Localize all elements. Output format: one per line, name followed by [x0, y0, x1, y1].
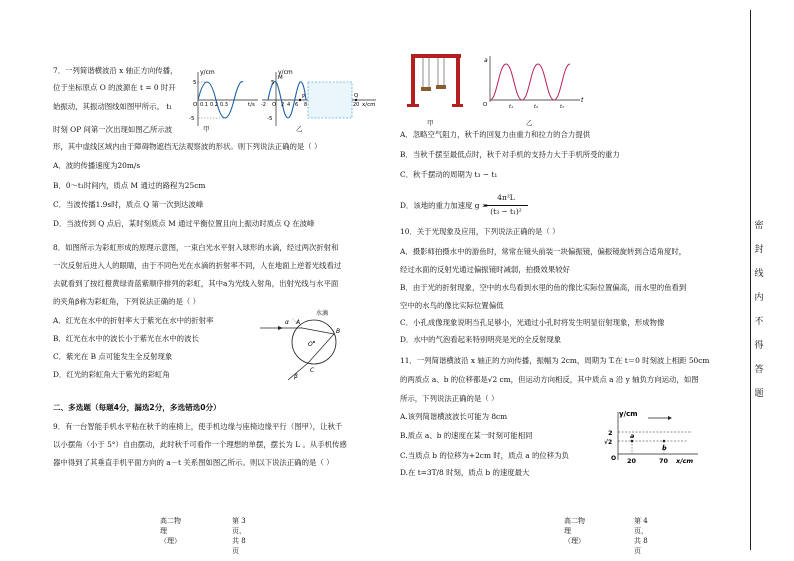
q11-fig-y2: 2 [608, 429, 613, 437]
q9-graph-tick-2: t₂ [534, 104, 538, 110]
q8-fig-b: B [336, 328, 341, 335]
q9-graph-tick-3: t₃ [560, 104, 564, 110]
q7-jia-xlabel: t/s [248, 102, 255, 108]
q11-fig-origin: O [611, 455, 617, 462]
q11-option-a: A.该列简谐横波波长可能为 8cm [400, 412, 508, 421]
q8-raindrop-figure [258, 306, 358, 382]
q7-yi-point-m: M [278, 75, 283, 81]
seal-char-1: 密 [754, 221, 764, 231]
seal-line [750, 10, 751, 550]
q7-option-c: C．当波传播1.9s时，质点 Q 第一次到达波峰 [53, 200, 204, 209]
q9-line-3: 器中得到了其垂直手机平面方向的 a－t 关系图如图乙所示。则以下说法正确的是（ ） [53, 458, 334, 467]
q7-jia-origin: O [193, 102, 198, 108]
q11-line-3: 所示，下列说法正确的是（ ） [400, 394, 499, 403]
q7-yi-point-q: Q [354, 93, 359, 99]
q7-yi-tick-2: 2 [281, 102, 285, 108]
q11-fig-a: a [630, 432, 635, 440]
q7-yi-tick-4: 6 [295, 102, 299, 108]
q7-yi-caption: 乙 [296, 125, 303, 133]
q7-line-3: 始振动，其振动图线如图甲所示。 t₁ [53, 102, 173, 111]
q7-option-b: B．0～t₁时间内，质点 M 通过的路程为25cm [53, 181, 206, 190]
q7-figure-jia [188, 62, 262, 130]
q7-yi-point-p: P [302, 94, 306, 100]
q9-formula-denominator: (t₃ − t₁)² [490, 207, 522, 216]
q11-fig-x2: 70 [659, 457, 669, 465]
q8-fig-title: 水滴 [316, 310, 329, 317]
q10-line-7: D．水中的气泡看起来特别明亮是光的全反射现象 [400, 335, 562, 344]
q7-yi-ytop: 5 [271, 80, 275, 86]
q11-fig-b: b [662, 444, 667, 452]
q7-yi-xlabel: x/cm [362, 102, 376, 108]
q9-graph-xlabel: t [581, 97, 584, 104]
seal-char-6: 得 [754, 341, 764, 351]
q7-jia-caption: 甲 [203, 125, 210, 133]
q7-yi-tick-3: 4 [287, 102, 291, 108]
q7-jia-tick-2: 0.2 [210, 102, 218, 108]
q8-fig-a: A [296, 319, 301, 326]
q7-line-1: 7．一列简谐横波沿 x 轴正方向传播， [53, 66, 178, 75]
q7-line-5: 形，其中虚线区域内由于障碍物遮挡无法观察波的形状。则下列说法正确的是（ ） [53, 142, 322, 151]
q9-line-1: 9．有一台智能手机水平粘在秋千的座椅上，使手机边缘与座椅边缘平行（图甲），让秋千 [53, 422, 343, 431]
left-footer-page: 第 3 页，共 8 页 [232, 517, 246, 555]
q7-jia-tick-1: 0.1 [200, 102, 208, 108]
q8-option-c: C．紫光在 B 点可能发生全反射现象 [53, 352, 173, 361]
q9-option-a: A．忽略空气阻力，秋千的回复力由重力和拉力的合力提供 [400, 130, 591, 139]
q11-option-b: B.质点 a、b 的速度在某一时刻可能相同 [400, 431, 533, 440]
q10-line-3: 经过水面的反射光通过偏振镜时减弱，拍摄效果较好 [400, 265, 570, 274]
q7-option-d: D．当波传到 Q 点后，某时刻质点 M 通过平衡位置且向上振动时质点 Q 在波峰 [53, 219, 315, 228]
q8-fig-alpha: α [285, 319, 289, 326]
q8-option-b: B．红光在水中的波长小于紫光在水中的波长 [53, 334, 199, 343]
q11-line-1: 11．一列简谐横波沿 x 轴正的方向传播，振幅为 2cm，周期为 T.在 t＝0 时刻波上相距 50cm [400, 356, 710, 365]
q8-line-1: 8．如图所示为彩虹形成的原理示意图，一束白光水平射入球形的水滴，经过两次折射和 [53, 243, 339, 252]
q7-yi-tick-5: 8 [304, 102, 308, 108]
q9-option-d: D．该地的重力加速度 g = [400, 201, 489, 210]
q8-fig-o: O [308, 341, 313, 348]
q7-yi-tick-1: -2 [261, 102, 266, 108]
q11-fig-ysqrt2: √2 [604, 439, 613, 446]
seal-char-2: 封 [754, 245, 764, 255]
q11-fig-ylabel: y/cm [619, 410, 638, 418]
q8-fig-c: C [310, 367, 315, 374]
q9-graph-tick-1: t₁ [509, 104, 513, 110]
q11-wave-figure [598, 408, 704, 472]
q7-jia-ytop: 5 [193, 80, 197, 86]
seal-char-7: 答 [754, 365, 764, 375]
q7-yi-origin: O [272, 102, 276, 108]
q11-fig-xlabel: x/cm [676, 457, 694, 465]
section-multiple-choice-header: 二、多选题（每题4分，漏选2分，多选错选0分） [53, 403, 221, 412]
q8-option-a: A．红光在水中的折射率大于紫光在水中的折射率 [53, 316, 214, 325]
seal-char-4: 内 [754, 293, 764, 303]
seal-char-3: 线 [754, 269, 764, 279]
q9-graph-ylabel: a [484, 57, 488, 64]
q10-line-5: 空中的水鸟的像比实际位置偏低 [400, 301, 504, 310]
q9-line-2: 以小摆角（小于 5°）自由摆动，此时秋千可看作一个理想的单摆，摆长为 L 。从手机传感 [53, 440, 347, 449]
q9-graph-origin: O [483, 102, 488, 108]
right-footer-page: 第 4 页，共 8 页 [634, 517, 648, 555]
q7-line-2: 位于坐标原点 O 的波源在 t = 0 时开 [53, 83, 176, 92]
q9-option-b: B．当秋千摆至最低点时，秋千对手机的支持力大于手机所受的重力 [400, 150, 620, 159]
q7-line-4: 时刻 OP 间第一次出现如图乙所示波 [53, 125, 173, 134]
q9-fig-jia-caption: 甲 [427, 119, 434, 127]
q11-option-c: C.当质点 b 的位移为+2cm 时，质点 a 的位移为负 [400, 451, 569, 460]
q11-line-2: 的两质点 a、b 的位移都是√2 cm，但运动方向相反，其中质点 a 沿 y 轴负方向运动，如图 [400, 375, 699, 384]
right-footer-course: 高二物理（理） [564, 517, 585, 545]
left-footer-course: 高二物理（理） [160, 517, 181, 545]
q8-line-4: 的夹角β称为彩虹角，下列说法正确的是（ ） [53, 297, 201, 306]
q7-jia-ybot: -5 [189, 116, 195, 122]
q8-option-d: D．红光的彩虹角大于紫光的彩虹角 [53, 370, 170, 379]
q7-option-a: A．波的传播速度为20m/s [53, 161, 141, 170]
q11-fig-x1: 20 [627, 457, 637, 465]
q7-yi-ybot: -5 [267, 116, 273, 122]
q9-at-graph [480, 52, 586, 118]
q9-formula-bar [484, 205, 528, 206]
q8-line-3: 去就看到了按红橙黄绿青蓝紫顺序排列的彩虹，其中a为光线入射角，出射光线与水平面 [53, 279, 339, 288]
seal-char-8: 题 [754, 389, 764, 399]
q7-yi-qx: 20 [353, 102, 360, 108]
q9-option-c: C．秋千摆动的周期为 t₃ − t₁ [400, 170, 498, 179]
seal-char-5: 不 [754, 317, 764, 327]
q10-line-2: A．摄影师拍摄水中的游鱼时，常常在镜头前装一块偏振镜，偏振镜旋转到合适角度时， [400, 247, 687, 256]
q9-swing-figure [405, 50, 463, 114]
q10-line-6: C．小孔成像现象说明当孔足够小，光通过小孔时将发生明显衍射现象，形成物像 [400, 318, 665, 327]
q8-line-2: 一次反射后进入人的眼睛，由于不同色光在水滴的折射率不同，人在地面上逆着光线看过 [53, 261, 342, 270]
q9-fig-yi-caption: 乙 [526, 119, 533, 127]
q8-fig-beta: β [294, 373, 298, 380]
q7-figure-yi [258, 62, 380, 130]
q9-formula-numerator: 4π²L [497, 193, 515, 202]
q7-jia-tick-3: 0.3 [220, 102, 228, 108]
q10-line-1: 10．关于光现象及应用，下列说法正确的是（ ） [400, 227, 560, 236]
q7-yi-ylabel: y/cm [278, 69, 293, 76]
q7-jia-ylabel: y/cm [200, 69, 215, 76]
q11-option-d: D.在 t=3T/8 时刻，质点 b 的速度最大 [400, 468, 530, 477]
q10-line-4: B．由于光的折射现象，空中的水鸟看到水里的鱼的像比实际位置偏高，而水里的鱼看到 [400, 283, 687, 292]
